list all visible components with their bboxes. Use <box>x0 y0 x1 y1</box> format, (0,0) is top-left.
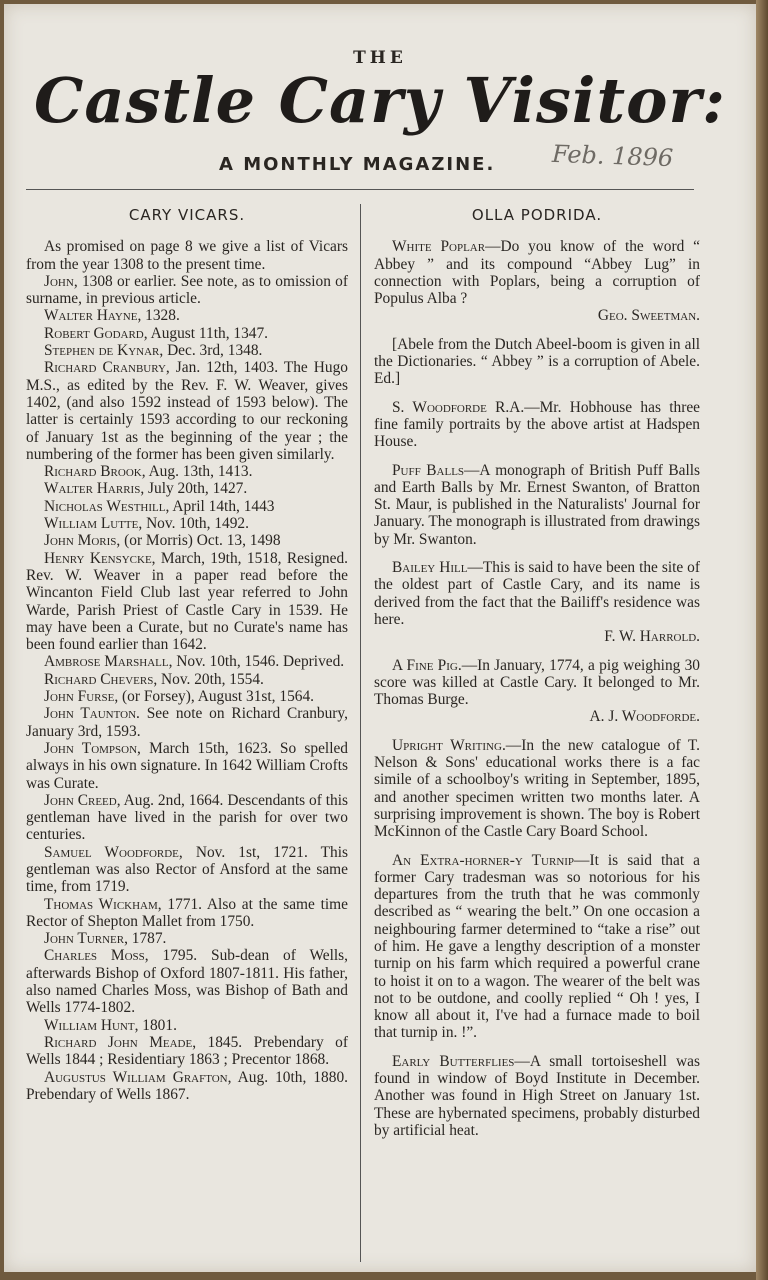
vicar-entry <box>26 307 348 324</box>
column-divider <box>360 204 361 1262</box>
vicar-entry <box>26 515 348 532</box>
olla-item-heading: Bailey Hill <box>392 559 468 577</box>
vicar-list <box>26 273 348 1103</box>
olla-paragraph <box>374 852 700 1042</box>
olla-paragraph <box>374 1053 700 1139</box>
handwritten-date: Feb. 1896 <box>551 139 674 173</box>
olla-item-text: .—In January, 1774, a pig weighing 30 score was killed at Castle Cary. It belonged to Mr. Thomas Burge. <box>374 656 701 709</box>
olla-item <box>374 1053 700 1139</box>
vicar-details: , 1771. Also at the same time Rector of Shepton Mallet from 1750. <box>26 895 348 930</box>
vicar-details: , (or Forsey), August 31st, 1564. <box>114 688 315 706</box>
vicar-details: , 1308 or earlier. See note, as to omission of surname, in previous article. <box>26 272 348 308</box>
vicar-name: John Furse <box>44 688 115 706</box>
vicar-entry <box>26 1017 348 1034</box>
vicar-entry <box>26 653 348 670</box>
olla-item <box>374 238 700 324</box>
vicar-details: , Jan. 12th, 1403. The Hugo M.S., as edited by the Rev. F. W. Weaver, gives 1402, (and also 1592 instead of 1593 below). The latter is certainly 1593 according to our reckoning of January 1st as the beginning of the year ; the numbering of the former has been given similarly. <box>26 359 348 463</box>
olla-item-heading: Early Butterflies <box>392 1052 515 1070</box>
vicar-name: Ambrose Marshall <box>44 653 169 671</box>
vicar-entry <box>26 671 348 688</box>
vicar-entry <box>26 359 348 463</box>
vicar-entry <box>26 792 348 844</box>
vicar-name: William Lutte <box>44 515 139 533</box>
vicar-name: Stephen de Kynar <box>44 342 160 360</box>
left-column <box>26 204 348 1103</box>
right-column-heading: OLLA PODRIDA. <box>471 206 603 224</box>
vicar-details: , Nov. 20th, 1554. <box>153 670 264 688</box>
olla-item-text: —It is said that a former Cary tradesman was so notorious for his departures from the truth that he was commonly described as “ wearing the belt.” On one occasion a neighbouring farmer determined to “take a rise” out of him. He gave a lengthy description of a monster turnip on his farm which required a powerful crane to hoist it on to a wagon. The wearer of the belt was not to be outdone, and coolly replied “ Oh ! yes, I know all about it, I've had a furnace made to boil that turnip in. !”. <box>374 851 700 1042</box>
masthead <box>4 4 756 194</box>
olla-item <box>374 336 700 388</box>
olla-item-text: —A small tortoiseshell was found in window of Boyd Institute in December. Another was found in High Street on January 1st. These are hybernated specimens, probably disturbed by artificial heat. <box>374 1052 700 1139</box>
vicar-details: , 1787. <box>124 930 167 948</box>
vicar-name: John Moris <box>44 532 117 550</box>
olla-paragraph <box>374 559 700 628</box>
vicar-entry <box>26 550 348 654</box>
olla-paragraph <box>374 336 700 388</box>
vicar-details: , 1845. Prebendary of Wells 1844 ; Residentiary 1863 ; Precentor 1868. <box>26 1033 348 1069</box>
olla-paragraph <box>374 657 700 709</box>
magazine-page <box>4 4 756 1272</box>
vicar-details: , 1795. Sub-dean of Wells, afterwards Bishop of Oxford 1807-1811. His father, also named Charles Moss, was Bishop of Bath and Wells 1774-1802. <box>26 947 348 1017</box>
vicar-details: , Aug. 10th, 1880. Prebendary of Wells 1867. <box>26 1068 348 1103</box>
page-edge <box>756 0 768 1280</box>
vicar-entry <box>26 947 348 1016</box>
olla-item-text: [Abele from the Dutch Abeel-boom is given in all the Dictionaries. “ Abbey ” is a corruption of Abele. Ed.] <box>374 335 700 388</box>
vicar-details: , (or Morris) Oct. 13, 1498 <box>116 532 281 550</box>
vicar-entry <box>26 896 348 931</box>
olla-list <box>374 238 700 1139</box>
olla-paragraph <box>374 737 700 841</box>
vicar-entry <box>26 273 348 308</box>
vicar-name: John Taunton <box>44 705 137 723</box>
vicar-details: , March, 19th, 1518, Resigned. Rev. W. Weaver in a paper read before the Wincanton Field Club last year referred to John Warde, Parish Priest of Castle Cary in 1539. He may have been a Curate, but no Curate's name has been found earlier than 1642. <box>26 549 349 654</box>
vicar-name: Augustus William Grafton <box>44 1068 228 1086</box>
olla-item-heading: Upright Writing <box>392 736 502 754</box>
vicar-details: , April 14th, 1443 <box>165 497 275 515</box>
vicar-name: Richard Chevers <box>44 670 154 688</box>
vicar-details: , July 20th, 1427. <box>140 480 248 498</box>
olla-paragraph <box>374 238 700 307</box>
vicar-entry <box>26 844 348 896</box>
vicar-details: , March 15th, 1623. So spelled always in his own signature. In 1642 William Crofts was Curate. <box>26 739 348 792</box>
vicar-entry <box>26 480 348 497</box>
vicar-entry <box>26 930 348 947</box>
olla-item <box>374 737 700 841</box>
olla-item-heading: S. Woodforde R.A. <box>392 398 525 416</box>
vicar-name: John Creed <box>44 791 117 809</box>
olla-item-text: —A monograph of British Puff Balls and Earth Balls by Mr. Ernest Swanton, of Bratton St. Maur, is published in the Naturalists' Journal for January. The monograph is illustrated from drawings by Mr. Swanton. <box>374 461 700 548</box>
vicar-details: , Aug. 2nd, 1664. Descendants of this gentleman have lived in the parish for over two centuries. <box>26 791 348 844</box>
vicar-details: , Nov. 10th, 1546. Deprived. <box>168 653 345 671</box>
vicar-entry <box>26 532 348 549</box>
masthead-title: Castle Cary Visitor: <box>33 64 726 137</box>
olla-item-text: —Do you know of the word “ Abbey ” and its compound “Abbey Lug” in connection with Poplars, being a corruption of Populus Alba ? <box>374 238 700 308</box>
vicar-details: , 1328. <box>137 307 180 325</box>
vicar-name: John Tompson <box>44 739 138 757</box>
vicar-name: Richard John Meade <box>44 1033 193 1051</box>
vicar-entry <box>26 498 348 515</box>
vicar-entry <box>26 342 348 359</box>
olla-item-signature: Geo. Sweetman. <box>597 307 700 325</box>
masthead-subtitle: A MONTHLY MAGAZINE. <box>219 154 496 175</box>
vicar-details: , August 11th, 1347. <box>143 324 269 342</box>
vicar-details: , Aug. 13th, 1413. <box>141 463 253 481</box>
vicars-intro: As promised on page 8 we give a list of Vicars from the year 1308 to the present time. <box>26 238 348 273</box>
left-column-heading: CARY VICARS. <box>128 206 246 224</box>
olla-paragraph <box>374 462 700 548</box>
vicar-details: , 1801. <box>134 1016 177 1034</box>
vicar-name: Walter Harris <box>44 480 141 498</box>
vicar-entry <box>26 1034 348 1069</box>
vicar-name: John <box>44 272 74 290</box>
vicar-details: , Dec. 3rd, 1348. <box>159 342 263 360</box>
vicar-name: John Turner <box>44 930 125 948</box>
vicar-name: Robert Godard <box>44 324 144 342</box>
vicar-entry <box>26 740 348 792</box>
olla-item-heading: An Extra-horner-y Turnip <box>392 851 575 869</box>
masthead-the: THE <box>353 48 407 68</box>
vicar-name: Nicholas Westhill <box>44 497 166 515</box>
olla-paragraph <box>374 399 700 451</box>
olla-item-text: .—In the new catalogue of T. Nelson & Sons' educational works there is a fac simile of a schoolboy's writing in September, 1895, and another specimen written two months later. A surprising improvement is shown. The boy is Robert McKinnon of the Castle Cary Board School. <box>374 736 700 841</box>
vicar-entry <box>26 688 348 705</box>
olla-item-signature: A. J. Woodforde. <box>589 708 700 726</box>
vicar-details: , Nov. 1st, 1721. This gentleman was also Rector of Ansford at the same time, from 1719. <box>26 843 348 896</box>
vicar-name: Richard Cranbury <box>44 359 166 377</box>
vicar-details: . See note on Richard Cranbury, January 3rd, 1593. <box>26 705 348 740</box>
vicar-entry <box>26 325 348 342</box>
olla-item-text: —This is said to have been the site of the oldest part of Castle Cary, and its name is derived from the fact that the Bailiff's residence was here. <box>374 559 700 628</box>
vicar-entry <box>26 1069 348 1104</box>
olla-item-signature: F. W. Harrold. <box>604 628 700 646</box>
vicar-details: , Nov. 10th, 1492. <box>138 515 249 533</box>
vicar-name: Charles Moss <box>44 947 145 965</box>
olla-item <box>374 559 700 645</box>
vicar-entry <box>26 463 348 480</box>
vicar-name: Walter Hayne <box>44 307 138 325</box>
vicar-name: Samuel Woodforde <box>44 843 179 861</box>
olla-item-heading: White Poplar <box>392 238 486 256</box>
olla-item-heading: A Fine Pig <box>392 656 458 674</box>
olla-item <box>374 852 700 1042</box>
vicar-name: Henry Kensycke <box>44 549 152 567</box>
olla-item <box>374 462 700 548</box>
vicar-entry <box>26 705 348 740</box>
olla-item-heading: Puff Balls <box>392 461 465 479</box>
vicar-name: Thomas Wickham <box>44 895 158 913</box>
masthead-rule <box>26 189 694 190</box>
olla-item <box>374 657 700 726</box>
vicar-name: Richard Brook <box>44 463 142 481</box>
right-column <box>374 204 700 1150</box>
olla-item <box>374 399 700 451</box>
olla-item-text: —Mr. Hobhouse has three fine family portraits by the above artist at Hadspen House. <box>374 398 700 451</box>
vicar-name: William Hunt <box>44 1016 135 1034</box>
